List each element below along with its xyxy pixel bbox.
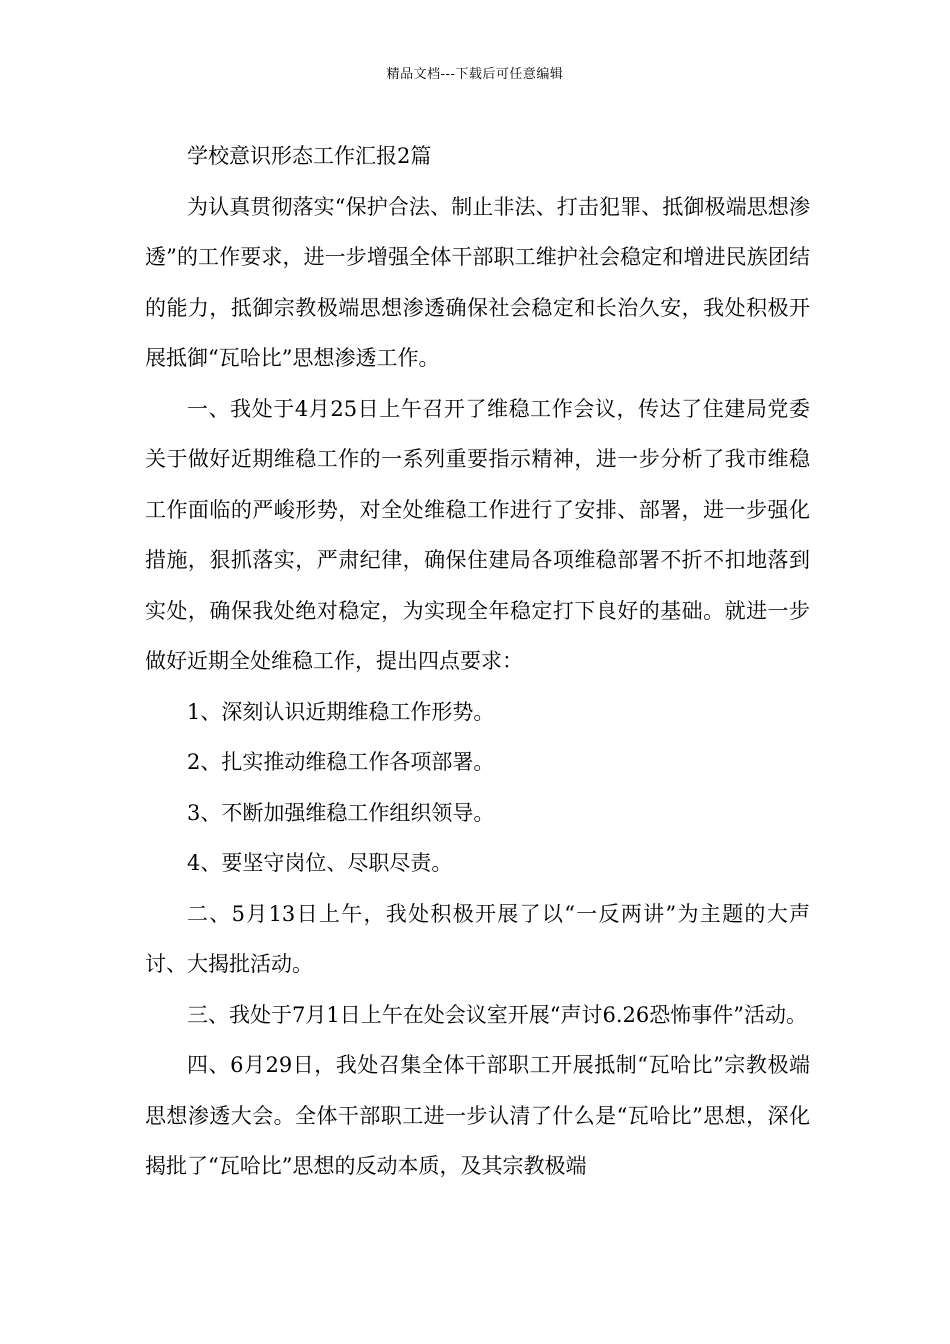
paragraph-section-3: 三、我处于7月1日上午在处会议室开展“声讨6.26恐怖事件”活动。: [187, 1002, 807, 1027]
list-item-2: 2、扎实推动维稳工作各项部署。: [187, 750, 495, 774]
list-item-4: 4、要坚守岗位、尽职尽责。: [187, 851, 453, 875]
header-note: 精品文档---下载后可任意编辑: [386, 67, 564, 82]
document-body: [145, 131, 810, 1192]
paragraph-intro: 为认真贯彻落实“保护合法、制止非法、打击犯罪、抵御极端思想渗透”的工作要求，进一步增强全体干部职工维护社会稳定和增进民族团结的能力，抵御宗教极端思想渗透确保社会稳定和长治久安，我处积极开展抵御“瓦哈比”思想渗透工作。: [145, 194, 810, 370]
document-title: 学校意识形态工作汇报2篇: [187, 144, 432, 168]
list-item-1: 1、深刻认识近期维稳工作形势。: [187, 699, 495, 724]
paragraph-section-2: 二、5月13日上午，我处积极开展了以“一反两讲”为主题的大声讨、大揭批活动。: [145, 901, 810, 976]
paragraph-section-1: 一、我处于4月25日上午召开了维稳工作会议，传达了住建局党委关于做好近期维稳工作的一系列重要指示精神，进一步分析了我市维稳工作面临的严峻形势，对全处维稳工作进行了安排、部署，进一步强化措施，狠抓落实，严肃纪律，确保住建局各项维稳部署不折不扣地落到实处，确保我处绝对稳定，为实现全年稳定打下良好的基础。就进一步做好近期全处维稳工作，提出四点要求：: [145, 396, 810, 673]
list-item-3: 3、不断加强维稳工作组织领导。: [187, 800, 495, 825]
paragraph-section-4: 四、6月29日，我处召集全体干部职工开展抵制“瓦哈比”宗教极端思想渗透大会。全体干部职工进一步认清了什么是“瓦哈比”思想，深化揭批了“瓦哈比”思想的反动本质，及其宗教极端: [145, 1053, 810, 1178]
